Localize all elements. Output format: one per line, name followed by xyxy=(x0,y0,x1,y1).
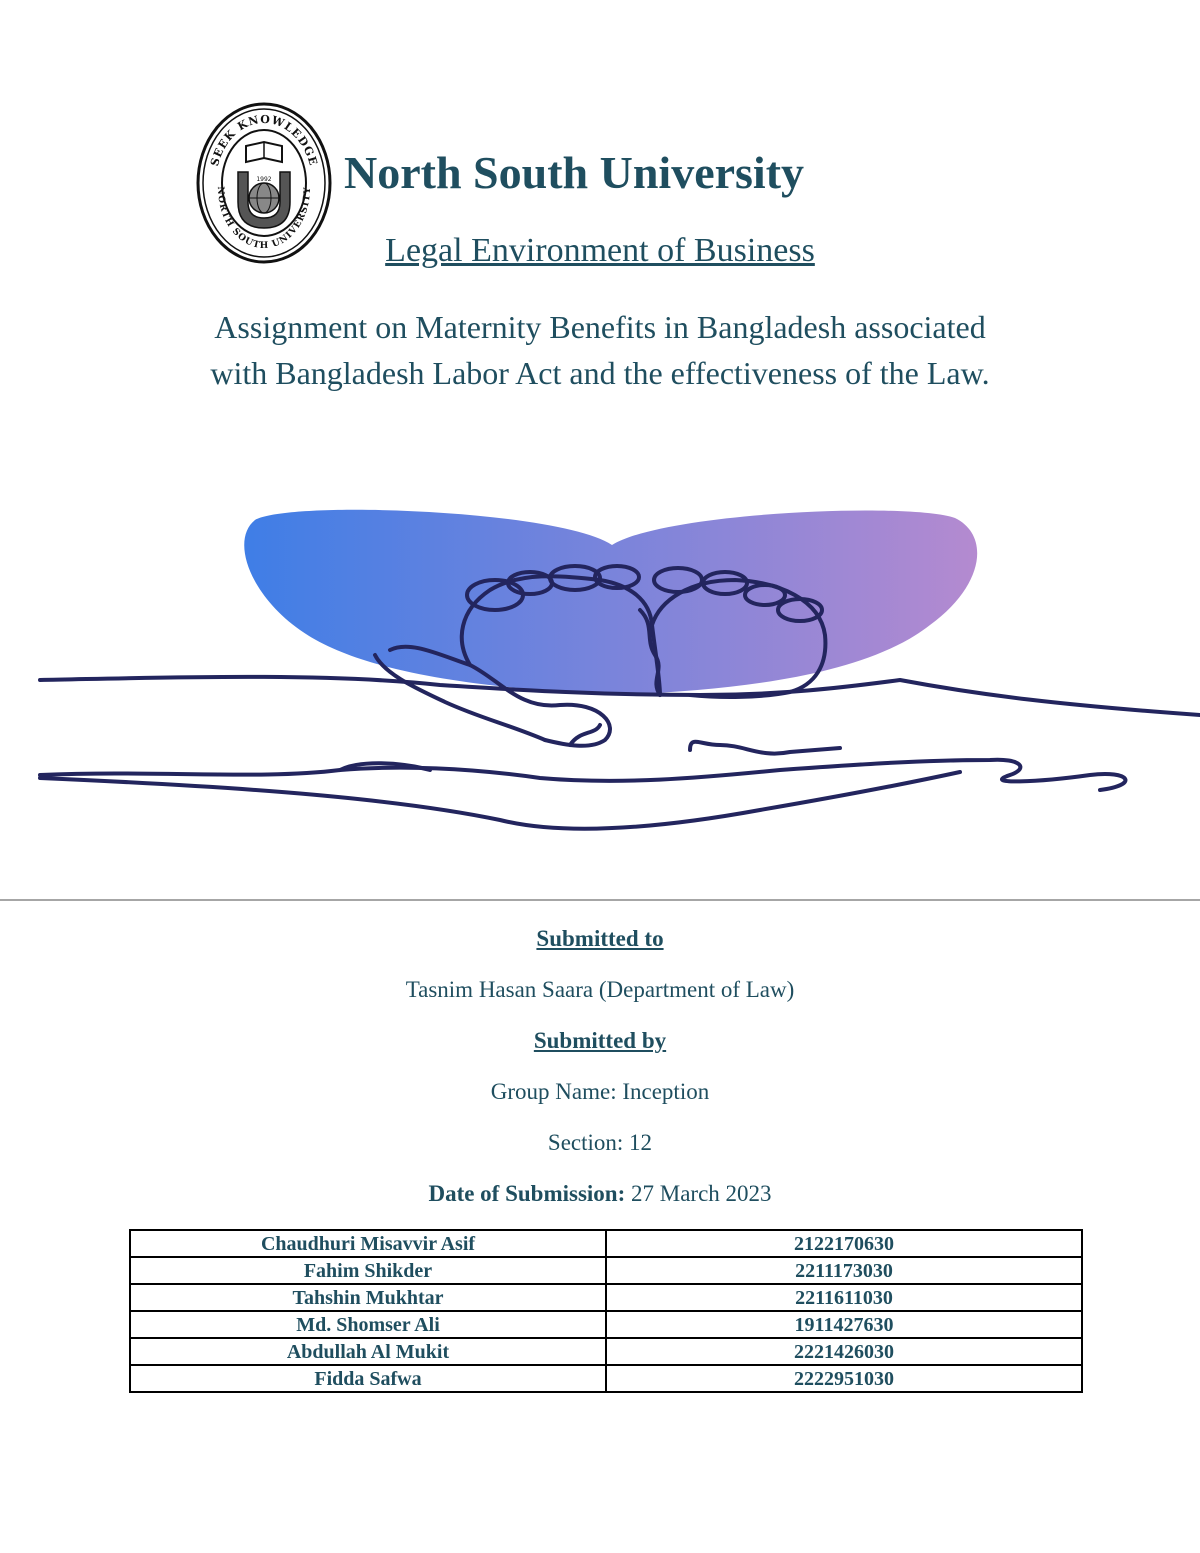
member-id: 2211173030 xyxy=(606,1257,1082,1284)
table-row xyxy=(130,1311,1082,1338)
member-name: Tahshin Mukhtar xyxy=(130,1284,606,1311)
group-name: Group Name: Inception xyxy=(490,1079,710,1104)
member-name: Md. Shomser Ali xyxy=(130,1311,606,1338)
member-name: Abdullah Al Mukit xyxy=(130,1338,606,1365)
table-row xyxy=(130,1338,1082,1365)
submitted-to-heading: Submitted to xyxy=(536,926,664,951)
member-name: Fahim Shikder xyxy=(130,1257,606,1284)
baby-feet-in-hands-heart-icon xyxy=(0,440,1200,900)
member-name: Fidda Safwa xyxy=(130,1365,606,1392)
course-title: Legal Environment of Business xyxy=(385,232,815,269)
section: Section: 12 xyxy=(547,1130,653,1155)
submission-date-value: 27 March 2023 xyxy=(631,1181,772,1206)
member-name: Chaudhuri Misavvir Asif xyxy=(130,1230,606,1257)
svg-text:1992: 1992 xyxy=(256,176,272,183)
submitted-by-heading: Submitted by xyxy=(533,1028,667,1053)
member-id: 2211611030 xyxy=(606,1284,1082,1311)
table-row xyxy=(130,1257,1082,1284)
submission-date xyxy=(0,1181,1200,1207)
table-row xyxy=(130,1284,1082,1311)
university-name: North South University xyxy=(344,147,805,198)
submitted-to-name: Tasnim Hasan Saara (Department of Law) xyxy=(405,977,795,1002)
assignment-title-line-2: with Bangladesh Labor Act and the effectiveness of the Law. xyxy=(210,355,990,391)
divider xyxy=(0,899,1200,901)
heart-shape xyxy=(244,510,977,695)
submission-date-label: Date of Submission: xyxy=(428,1181,626,1206)
table-row xyxy=(130,1365,1082,1392)
member-id: 2221426030 xyxy=(606,1338,1082,1365)
member-id: 2222951030 xyxy=(606,1365,1082,1392)
members-table xyxy=(129,1229,1083,1393)
assignment-title-line-1: Assignment on Maternity Benefits in Bangladesh associated xyxy=(214,309,986,345)
svg-text:NORTH SOUTH UNIVERSITY: NORTH SOUTH UNIVERSITY xyxy=(214,186,314,252)
assignment-title xyxy=(0,304,1200,396)
svg-text:SEEK KNOWLEDGE: SEEK KNOWLEDGE xyxy=(208,112,320,168)
table-row xyxy=(130,1230,1082,1257)
member-id: 1911427630 xyxy=(606,1311,1082,1338)
member-id: 2122170630 xyxy=(606,1230,1082,1257)
